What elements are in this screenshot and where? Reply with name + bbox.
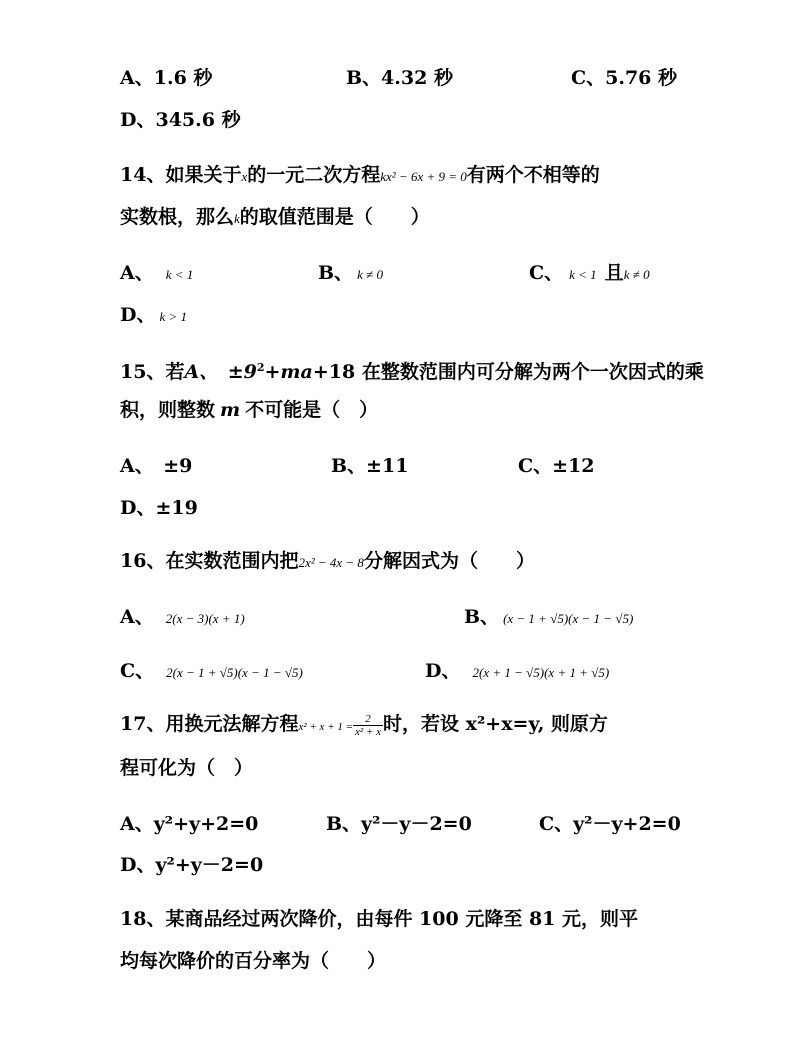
q15-stem-line1 [120, 356, 704, 384]
q17-text-1: 17、用换元法解方程 [120, 713, 299, 735]
q16-text-1: 16、在实数范围内把 [120, 550, 299, 572]
q16-option-d [425, 659, 609, 685]
q14-stem-line1 [120, 163, 600, 189]
q15-var-m: m [220, 399, 241, 421]
q16-option-a-expr: 2(x − 3)(x + 1) [165, 611, 245, 626]
q16-option-a [120, 605, 245, 631]
q15-plus: + [264, 361, 281, 383]
q14-equation: kx² − 6x + 9 = 0 [380, 169, 467, 184]
q14-option-a [120, 261, 193, 287]
q15-text-3: 积，则整数 [120, 399, 216, 421]
q15-option-a: A、 ±9 [120, 455, 193, 477]
q14-option-c-label: C、 [529, 262, 564, 284]
q13-option-d: D、345.6 秒 [120, 109, 241, 131]
q14-option-d-label: D、 [120, 304, 156, 326]
q16-option-c-expr: 2(x − 1 + √5)(x − 1 − √5) [166, 665, 303, 680]
q14-option-b [318, 261, 383, 287]
q16-option-a-label: A、 [120, 606, 154, 628]
q15-var-a: A、 ±9 [184, 361, 257, 383]
q14-text-4: 实数根，那么 [120, 206, 235, 228]
q15-var-ma: ma [280, 361, 313, 383]
q15-exponent: 2 [256, 361, 265, 374]
q13-option-a: A、1.6 秒 [120, 67, 213, 89]
q14-text-3: 有两个不相等的 [466, 164, 600, 186]
q14-option-c-join: 且 [604, 262, 624, 284]
q17-fraction-numerator: 2 [353, 713, 383, 726]
q14-option-a-label: A、 [120, 262, 154, 284]
q14-option-d [120, 303, 187, 329]
q16-option-d-expr: 2(x + 1 − √5)(x + 1 + √5) [472, 665, 610, 680]
q15-stem-line2 [120, 398, 378, 422]
q17-option-d: D、y²+y－2=0 [120, 854, 264, 876]
q14-var-x: x [241, 169, 248, 184]
q14-stem-line2 [120, 205, 430, 231]
q14-var-k: k [234, 211, 240, 226]
q14-text-2: 的一元二次方程 [247, 164, 381, 186]
q14-text-5: 的取值范围是（ ） [239, 206, 430, 228]
q14-option-a-expr: k < 1 [165, 267, 194, 282]
q18-stem-line1: 18、某商品经过两次降价，由每件 100 元降至 81 元，则平 [120, 908, 639, 930]
q15-text-2: +18 在整数范围内可分解为两个一次因式的乘 [312, 361, 704, 383]
q17-text-2: 时，若设 x²+x=y, 则原方 [383, 713, 608, 735]
q18-stem-line2: 均每次降价的百分率为（ ） [120, 950, 387, 972]
q17-equation-lhs: x² + x + 1 = [298, 721, 354, 733]
q15-text-1: 15、若 [120, 361, 185, 383]
q15-option-b: B、±11 [331, 455, 409, 477]
q15-option-d: D、±19 [120, 497, 198, 519]
q14-option-c-expr2: k ≠ 0 [623, 267, 650, 282]
q14-option-c [529, 261, 650, 287]
q16-expression: 2x² − 4x − 8 [298, 555, 364, 570]
q16-option-c-label: C、 [120, 660, 155, 682]
q14-option-b-expr: k ≠ 0 [357, 267, 383, 282]
q16-option-c [120, 659, 303, 685]
q16-stem [120, 549, 535, 575]
q15-option-c: C、±12 [518, 455, 595, 477]
q16-option-d-label: D、 [425, 660, 461, 682]
q13-option-b: B、4.32 秒 [346, 67, 453, 89]
q16-text-2: 分解因式为（ ） [363, 550, 535, 572]
q17-option-b: B、y²－y－2=0 [326, 813, 472, 835]
q17-option-c: C、y²－y+2=0 [539, 813, 681, 835]
q14-option-b-label: B、 [318, 262, 354, 284]
q15-text-4: 不可能是（ ） [245, 399, 379, 421]
q17-stem-line2: 程可化为（ ） [120, 757, 254, 779]
q13-option-c: C、5.76 秒 [571, 67, 678, 89]
q14-option-c-expr1: k < 1 [569, 267, 597, 282]
q16-option-b-expr: (x − 1 + √5)(x − 1 − √5) [503, 611, 634, 626]
q16-option-b-label: B、 [464, 606, 500, 628]
q17-option-a: A、y²+y+2=0 [120, 813, 259, 835]
q14-text-1: 14、如果关于 [120, 164, 242, 186]
q17-fraction-denominator: x² + x [355, 725, 382, 738]
q16-option-b [464, 605, 633, 631]
q14-option-d-expr: k > 1 [159, 309, 188, 324]
q17-fraction [353, 713, 383, 738]
q17-stem-line1 [120, 712, 608, 739]
